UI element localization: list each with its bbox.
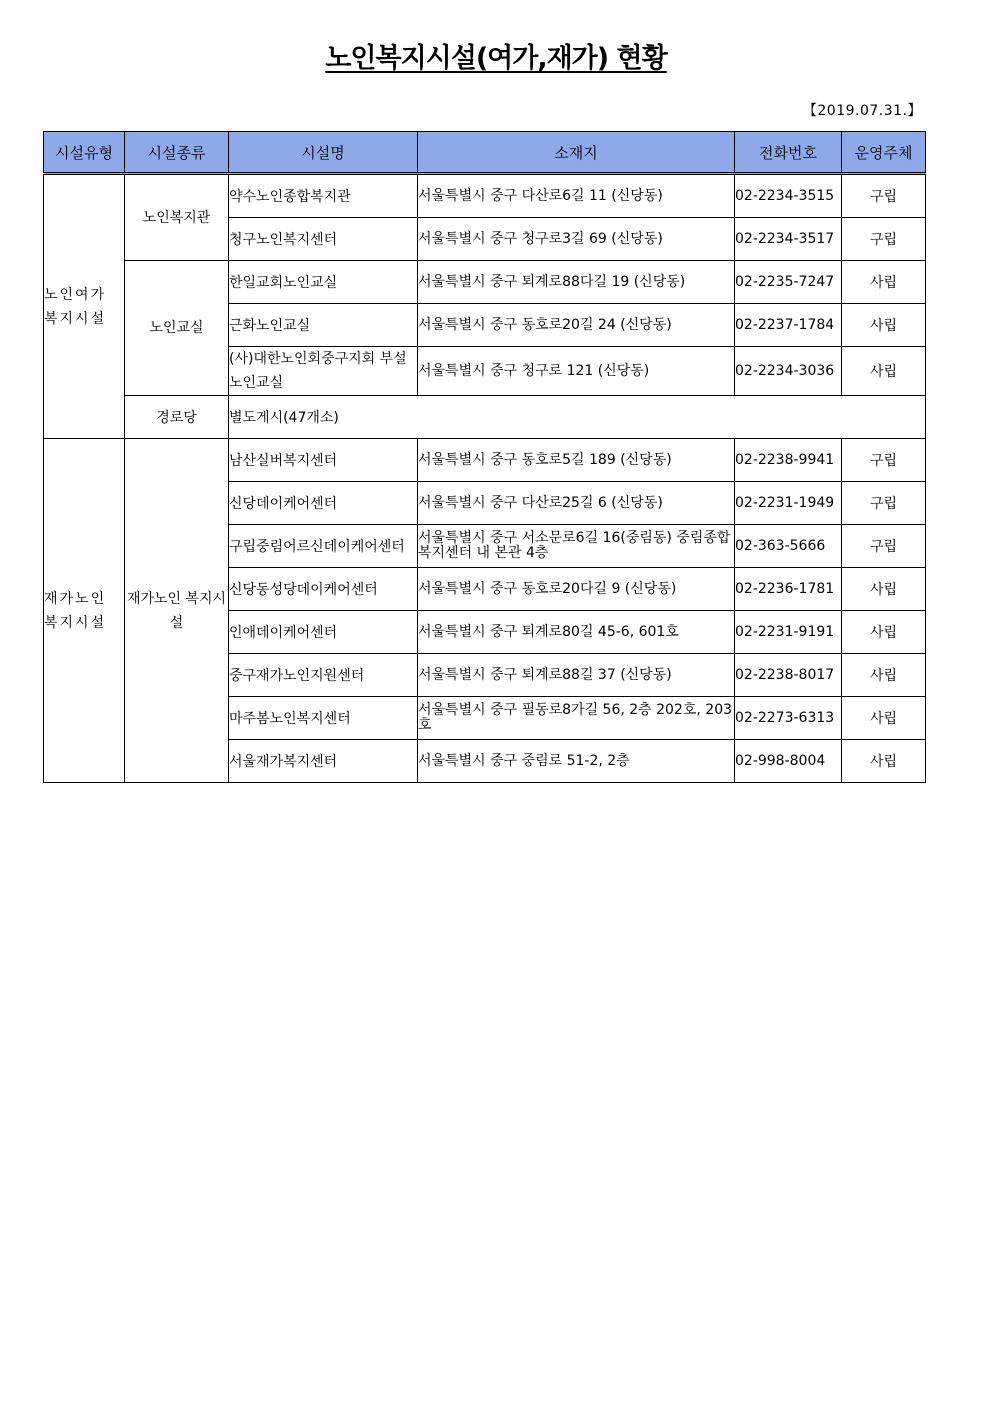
table-row xyxy=(44,174,926,218)
table-row xyxy=(44,439,926,482)
facility-address: 서울특별시 중구 동호로5길 189 (신당동) xyxy=(418,439,735,482)
facility-address: 서울특별시 중구 다산로6길 11 (신당동) xyxy=(418,174,735,218)
header-facility-name: 시설명 xyxy=(229,132,418,174)
facility-name: 인애데이케어센터 xyxy=(229,611,418,654)
facility-address: 서울특별시 중구 퇴계로88길 37 (신당동) xyxy=(418,654,735,697)
facility-operator: 구립 xyxy=(842,525,926,568)
header-phone: 전화번호 xyxy=(735,132,842,174)
facility-operator: 사립 xyxy=(842,740,926,783)
facility-address: 서울특별시 중구 퇴계로88다길 19 (신당동) xyxy=(418,261,735,304)
facility-operator: 사립 xyxy=(842,697,926,740)
facility-phone: 02-2235-7247 xyxy=(735,261,842,304)
facilities-table xyxy=(43,131,926,783)
table-row xyxy=(44,261,926,304)
facility-name: (사)대한노인회중구지회 부설노인교실 xyxy=(229,347,418,396)
report-date: 【2019.07.31.】 xyxy=(802,103,922,119)
facility-name: 약수노인종합복지관 xyxy=(229,174,418,218)
header-operator: 운영주체 xyxy=(842,132,926,174)
facility-phone: 02-2238-9941 xyxy=(735,439,842,482)
facility-phone: 02-2237-1784 xyxy=(735,304,842,347)
facility-phone: 02-2234-3515 xyxy=(735,174,842,218)
facility-operator: 사립 xyxy=(842,304,926,347)
facility-name: 남산실버복지센터 xyxy=(229,439,418,482)
facility-phone: 02-2234-3036 xyxy=(735,347,842,396)
facility-phone: 02-2231-9191 xyxy=(735,611,842,654)
facility-address: 서울특별시 중구 퇴계로80길 45-6, 601호 xyxy=(418,611,735,654)
facility-operator: 구립 xyxy=(842,439,926,482)
table-header-row xyxy=(44,132,926,174)
senior-hall-note: 별도게시(47개소) xyxy=(229,396,926,439)
facility-phone: 02-2238-8017 xyxy=(735,654,842,697)
header-address: 소재지 xyxy=(418,132,735,174)
facility-operator: 구립 xyxy=(842,174,926,218)
page-title: 노인복지시설(여가,재가) 현황 xyxy=(325,43,667,74)
facility-operator: 구립 xyxy=(842,482,926,525)
kind-home-welfare: 재가노인 복지시설 xyxy=(125,439,229,783)
facility-operator: 사립 xyxy=(842,654,926,697)
facility-operator: 사립 xyxy=(842,261,926,304)
facility-name: 한일교회노인교실 xyxy=(229,261,418,304)
header-facility-type: 시설유형 xyxy=(44,132,125,174)
facility-phone: 02-2234-3517 xyxy=(735,218,842,261)
group-leisure: 노인여가 복지시설 xyxy=(44,174,125,439)
facility-name: 중구재가노인지원센터 xyxy=(229,654,418,697)
facility-name: 신당데이케어센터 xyxy=(229,482,418,525)
table-row xyxy=(44,396,926,439)
facility-operator: 사립 xyxy=(842,568,926,611)
facility-address: 서울특별시 중구 동호로20다길 9 (신당동) xyxy=(418,568,735,611)
facility-operator: 구립 xyxy=(842,218,926,261)
facility-phone: 02-2236-1781 xyxy=(735,568,842,611)
facility-phone: 02-363-5666 xyxy=(735,525,842,568)
header-facility-kind: 시설종류 xyxy=(125,132,229,174)
facility-name: 신당동성당데이케어센터 xyxy=(229,568,418,611)
kind-senior-hall: 경로당 xyxy=(125,396,229,439)
facility-phone: 02-2273-6313 xyxy=(735,697,842,740)
facility-address: 서울특별시 중구 다산로25길 6 (신당동) xyxy=(418,482,735,525)
facility-address: 서울특별시 중구 서소문로6길 16(중림동) 중림종합복지센터 내 본관 4층 xyxy=(418,525,735,568)
kind-welfare-center: 노인복지관 xyxy=(125,174,229,261)
facility-operator: 사립 xyxy=(842,611,926,654)
facility-address: 서울특별시 중구 동호로20길 24 (신당동) xyxy=(418,304,735,347)
facility-address: 서울특별시 중구 중림로 51-2, 2층 xyxy=(418,740,735,783)
group-home: 재가노인 복지시설 xyxy=(44,439,125,783)
facility-phone: 02-998-8004 xyxy=(735,740,842,783)
facility-name: 청구노인복지센터 xyxy=(229,218,418,261)
facility-name: 근화노인교실 xyxy=(229,304,418,347)
facility-name: 서울재가복지센터 xyxy=(229,740,418,783)
kind-classroom: 노인교실 xyxy=(125,261,229,396)
facility-address: 서울특별시 중구 청구로3길 69 (신당동) xyxy=(418,218,735,261)
facility-phone: 02-2231-1949 xyxy=(735,482,842,525)
facility-operator: 사립 xyxy=(842,347,926,396)
facility-address: 서울특별시 중구 필동로8가길 56, 2층 202호, 203호 xyxy=(418,697,735,740)
facility-address: 서울특별시 중구 청구로 121 (신당동) xyxy=(418,347,735,396)
facility-name: 구립중림어르신데이케어센터 xyxy=(229,525,418,568)
facility-name: 마주봄노인복지센터 xyxy=(229,697,418,740)
